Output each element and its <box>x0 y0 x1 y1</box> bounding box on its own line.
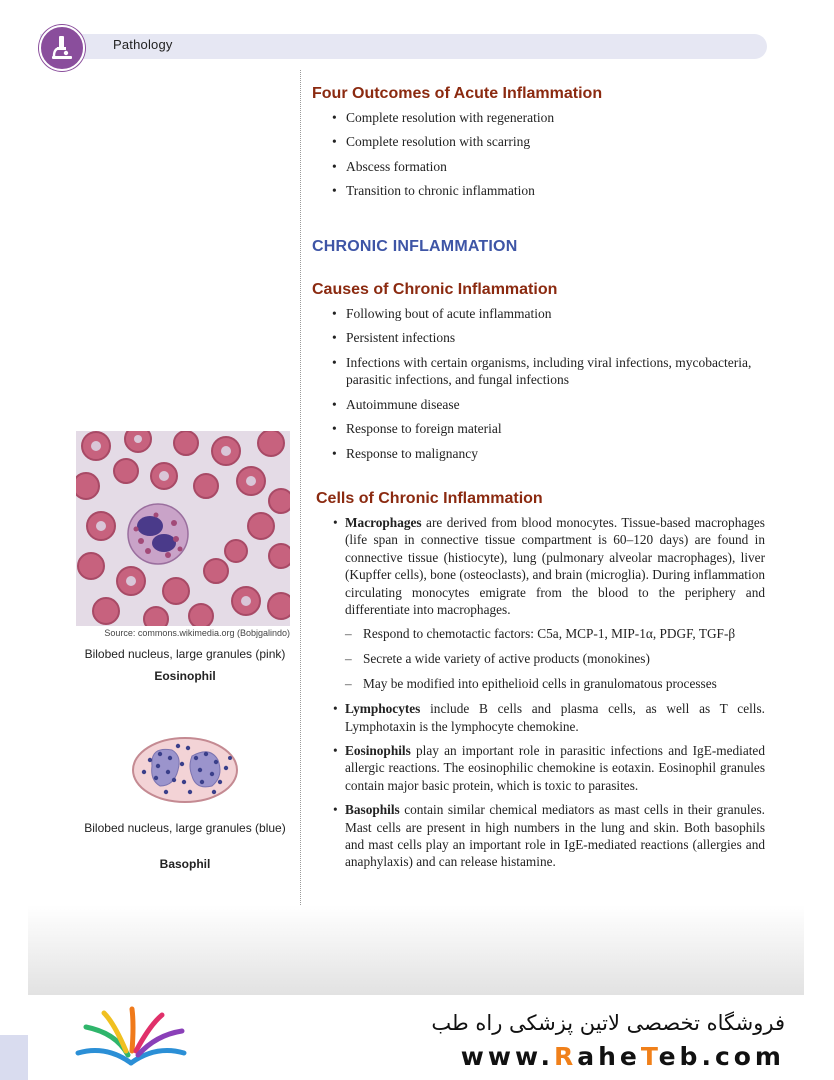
url-part: ahe <box>577 1042 641 1071</box>
sublist-item: – Respond to chemotactic factors: C5a, MCP-1, MIP-1α, PDGF, TGF-β <box>345 625 765 642</box>
sublist <box>345 625 765 692</box>
chronic-heading: CHRONIC INFLAMMATION <box>312 238 518 255</box>
list-item: • Complete resolution with scarring <box>332 133 772 151</box>
description: are derived from blood monocytes. Tissue-based macrophages (life span in connective tissue compartment is 60–120 days) are found in connective tissue (histiocyte), lung (pulmonary alveolar macrophages), liver (Kupffer cells), bone (osteoclasts), and brain (microglia). During inflammation circulating monocytes emigrate from the blood to the periphery and differentiate into macrophages. <box>345 515 765 618</box>
list-item: • Persistent infections <box>332 329 752 347</box>
basophil-illustration <box>130 736 240 804</box>
list-item: • Complete resolution with regeneration <box>332 109 772 127</box>
list-item: • Response to malignancy <box>332 445 752 463</box>
term: Basophils <box>345 802 400 818</box>
eosinophil-label: Eosinophil <box>154 669 216 683</box>
term: Eosinophils <box>345 742 411 758</box>
basophil-label: Basophil <box>159 857 211 871</box>
cells-heading: Cells of Chronic Inflammation <box>316 490 543 507</box>
url-part: www. <box>460 1042 554 1071</box>
url-accent: T <box>640 1042 659 1071</box>
list-item: • Autoimmune disease <box>332 396 752 414</box>
list-item-basophils <box>333 801 765 871</box>
term: Macrophages <box>345 515 422 530</box>
sublist-item: – May be modified into epithelioid cells in granulomatous processes <box>345 675 765 692</box>
list-item: • Response to foreign material <box>332 420 752 438</box>
column-divider <box>300 70 301 935</box>
figure-source: Source: commons.wikimedia.org (Bobjgalindo) <box>104 628 290 638</box>
description: play an important role in parasitic infections and IgE-mediated allergic reactions. The eosinophilic chemokine is eotaxin. Eosinophil granules contain major basic protein, which is toxic to parasites. <box>345 742 765 793</box>
left-margin-lower <box>0 1035 28 1080</box>
sublist-item: – Secrete a wide variety of active products (monokines) <box>345 650 765 667</box>
list-item-lymphocytes <box>333 700 765 735</box>
store-name: فروشگاه تخصصی لاتین پزشکی راه طب <box>431 1011 785 1035</box>
list-item-eosinophils <box>333 742 765 794</box>
causes-heading: Causes of Chronic Inflammation <box>312 281 558 298</box>
microscope-icon <box>39 25 85 71</box>
list-item: • Infections with certain organisms, including viral infections, mycobacteria, parasitic infections, and fungal infections <box>332 354 752 389</box>
section-title: Pathology <box>113 37 173 52</box>
causes-list <box>332 305 752 469</box>
list-item-macrophages <box>333 514 765 693</box>
book-logo-icon <box>66 1005 196 1075</box>
eosinophil-caption: Bilobed nucleus, large granules (pink) <box>84 647 286 661</box>
eosinophil-micrograph <box>76 431 290 626</box>
url-part: eb.com <box>658 1042 785 1071</box>
basophil-caption: Bilobed nucleus, large granules (blue) <box>84 821 286 835</box>
outcomes-heading: Four Outcomes of Acute Inflammation <box>312 85 603 102</box>
description: include B cells and plasma cells, as well as T cells. Lymphotaxin is the lymphocyte chemokine. <box>345 701 765 734</box>
url-accent: R <box>553 1042 578 1071</box>
left-margin <box>0 0 28 1080</box>
list-item: • Transition to chronic inflammation <box>332 182 772 200</box>
term: Lymphocytes <box>345 701 421 717</box>
outcomes-list <box>332 109 772 207</box>
footer-fade <box>28 905 804 995</box>
list-item: • Following bout of acute inflammation <box>332 305 752 323</box>
cells-list <box>333 514 765 878</box>
website-url <box>420 1042 785 1071</box>
list-item: • Abscess formation <box>332 158 772 176</box>
description: contain similar chemical mediators as mast cells in their granules. Mast cells are present in high numbers in the lung and skin. Both basophils and mast cells play an important role in IgE-mediated reactions (allergies and anaphylaxis) and can release histamine. <box>345 802 765 870</box>
